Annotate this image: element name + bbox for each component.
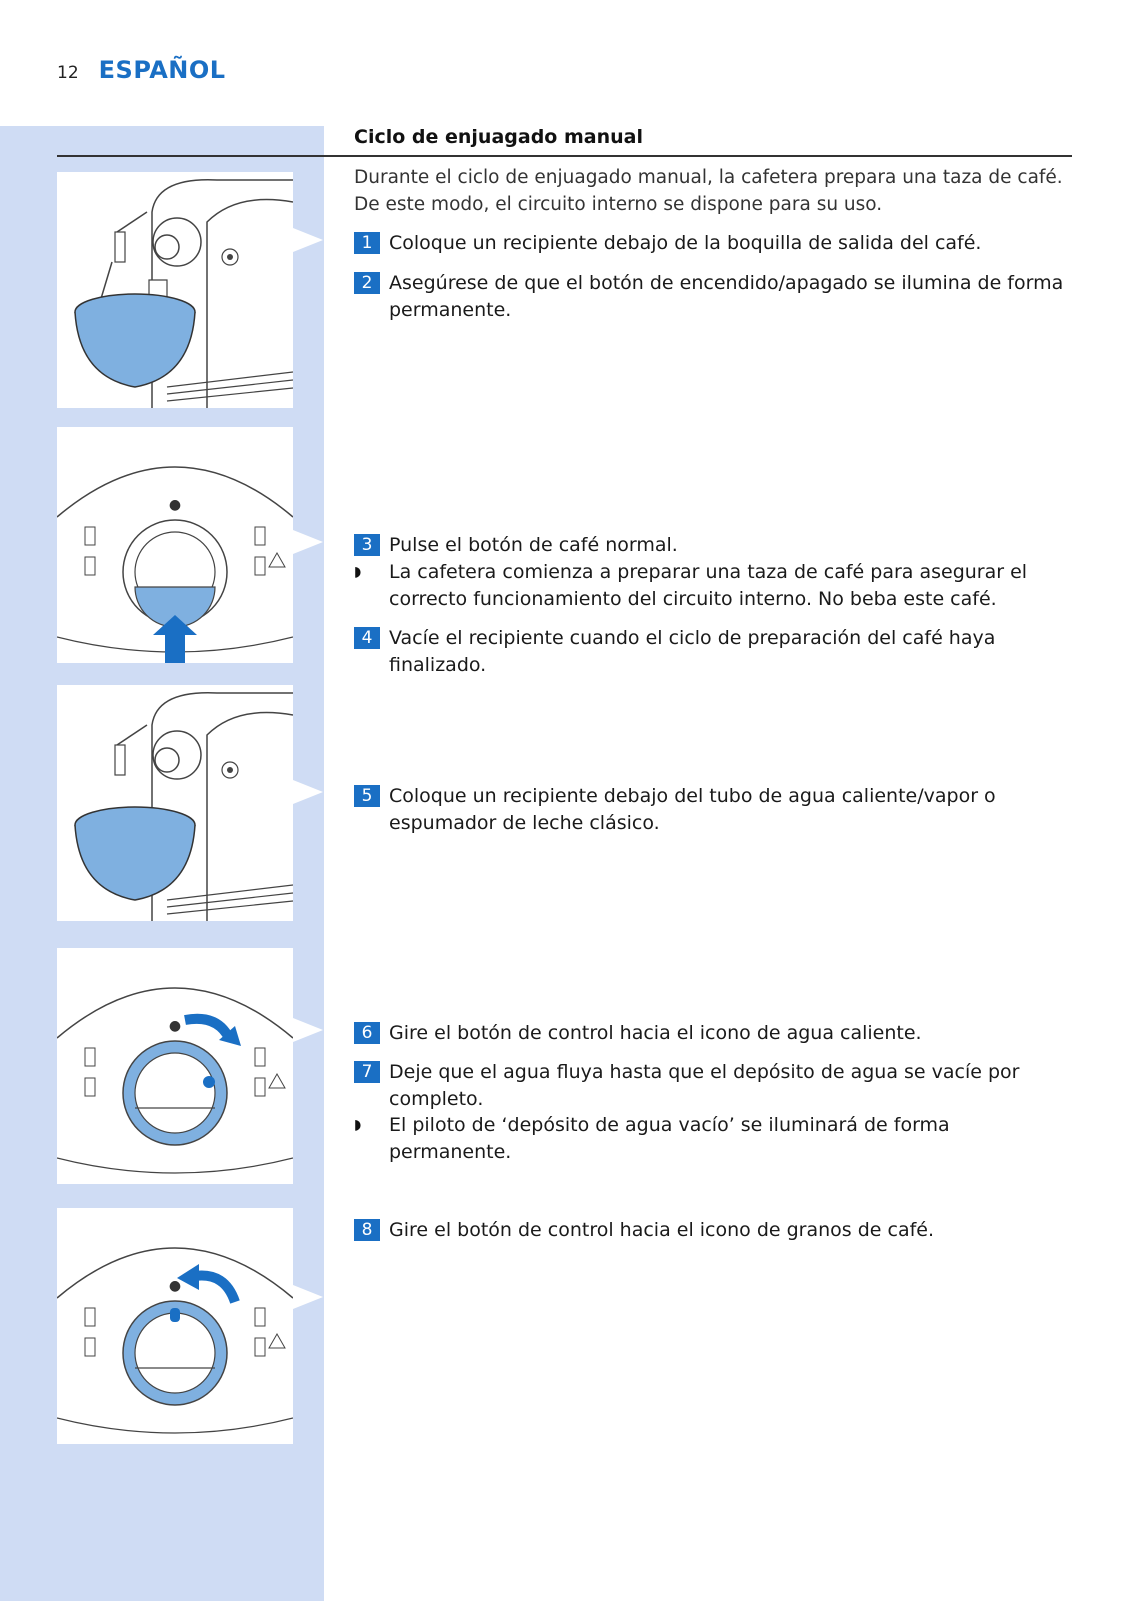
result-bullet: ◗ xyxy=(354,1117,362,1133)
step-4 xyxy=(354,625,1074,679)
step-text: Pulse el botón de café normal. xyxy=(389,534,678,556)
coffee-machine-illustration-1 xyxy=(57,172,293,408)
figure-pointer xyxy=(293,1018,323,1042)
step-7-result xyxy=(354,1112,1074,1166)
step-5 xyxy=(354,783,1074,837)
figure-pointer xyxy=(293,780,323,804)
figure-pointer xyxy=(293,530,323,554)
step-6 xyxy=(354,1020,1074,1047)
figure-knob-turn-left xyxy=(57,1208,293,1444)
control-panel-illustration-1 xyxy=(57,427,293,663)
step-8 xyxy=(354,1217,1074,1244)
result-bullet: ◗ xyxy=(354,564,362,580)
svg-text:●: ● xyxy=(168,1018,182,1034)
step-text: Coloque un recipiente debajo del tubo de agua caliente/vapor o espumador de leche clásico. xyxy=(389,785,996,834)
figure-knob-turn-right xyxy=(57,948,293,1184)
step-text: Gire el botón de control hacia el icono de granos de café. xyxy=(389,1219,935,1241)
step-number: 7 xyxy=(354,1061,380,1083)
step-text: Gire el botón de control hacia el icono de agua caliente. xyxy=(389,1022,922,1044)
intro-paragraph: Durante el ciclo de enjuagado manual, la cafetera prepara una taza de café. De este modo, el circuito interno se dispone para su uso. xyxy=(354,167,1063,215)
step-number: 2 xyxy=(354,272,380,294)
step-number: 8 xyxy=(354,1219,380,1241)
step-text: Vacíe el recipiente cuando el ciclo de preparación del café haya finalizado. xyxy=(389,627,996,676)
step-text: Coloque un recipiente debajo de la boquilla de salida del café. xyxy=(389,232,982,254)
section-title: Ciclo de enjuagado manual xyxy=(354,126,643,148)
page-number: 12 xyxy=(57,63,79,83)
step-7 xyxy=(354,1059,1074,1113)
page-header xyxy=(57,56,226,84)
figure-bowl-under-steam-wand xyxy=(57,685,293,921)
figure-pointer xyxy=(293,1285,323,1309)
control-panel-illustration-2 xyxy=(57,948,293,1184)
step-text: Asegúrese de que el botón de encendido/apagado se ilumina de forma permanente. xyxy=(389,272,1064,321)
step-3 xyxy=(354,532,1074,559)
svg-text:●: ● xyxy=(168,497,182,513)
language-title: ESPAÑOL xyxy=(98,56,226,84)
step-number: 6 xyxy=(354,1022,380,1044)
step-number: 1 xyxy=(354,232,380,254)
step-3-result xyxy=(354,559,1074,613)
step-number: 3 xyxy=(354,534,380,556)
control-panel-illustration-3 xyxy=(57,1208,293,1444)
step-text: El piloto de ‘depósito de agua vacío’ se iluminará de forma permanente. xyxy=(389,1114,950,1163)
figure-bowl-under-spout xyxy=(57,172,293,408)
step-1 xyxy=(354,230,1074,257)
step-text: La cafetera comienza a preparar una taza de café para asegurar el correcto funcionamiento del circuito interno. No beba este café. xyxy=(389,561,1028,610)
step-2 xyxy=(354,270,1074,324)
svg-text:●: ● xyxy=(168,1278,182,1294)
figure-pointer xyxy=(293,228,323,252)
step-number: 5 xyxy=(354,785,380,807)
coffee-machine-illustration-2 xyxy=(57,685,293,921)
figure-press-coffee-button xyxy=(57,427,293,663)
step-text: Deje que el agua fluya hasta que el depósito de agua se vacíe por completo. xyxy=(389,1061,1020,1110)
section-divider xyxy=(57,155,1072,157)
step-number: 4 xyxy=(354,627,380,649)
